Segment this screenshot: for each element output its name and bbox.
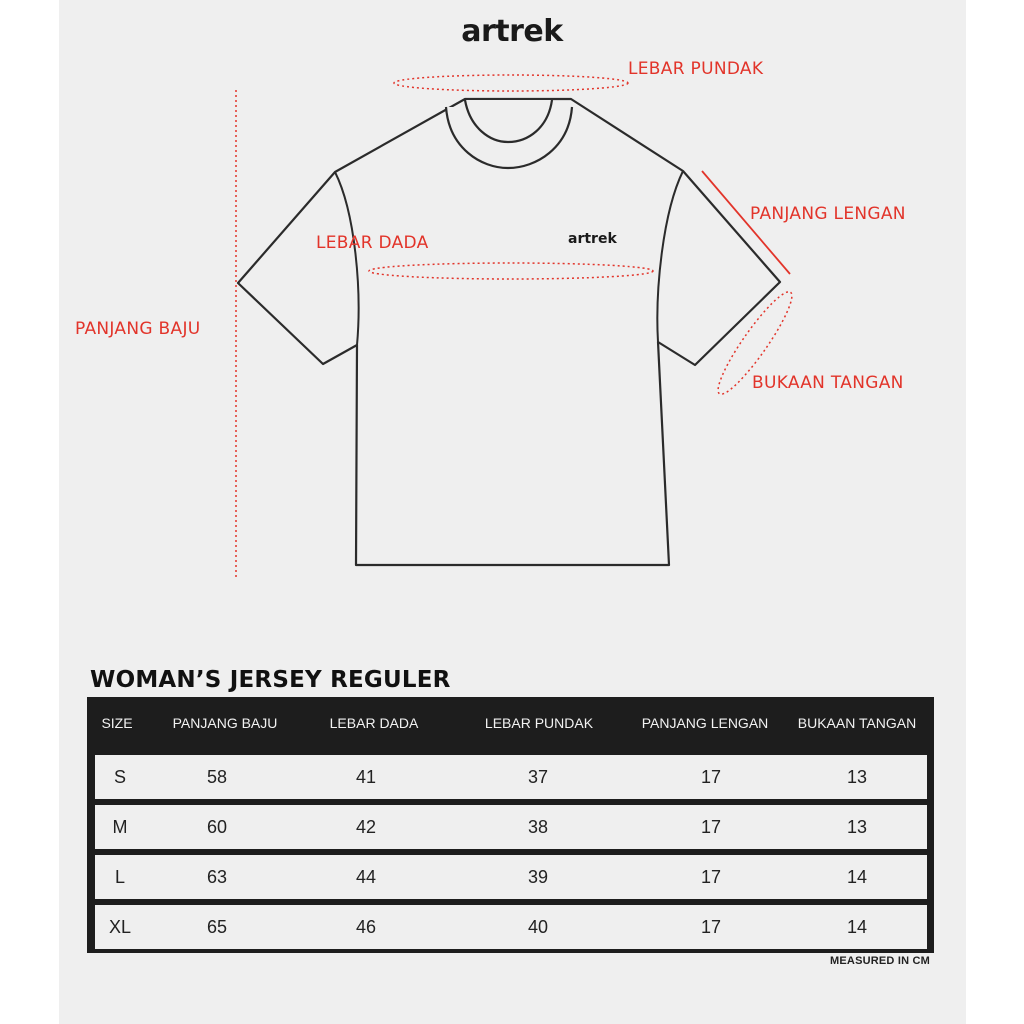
cell-size: XL: [108, 917, 132, 937]
header-lebar-pundak: LEBAR PUNDAK: [484, 715, 594, 731]
cell-panjang-lengan: 17: [700, 817, 722, 837]
table-row: [95, 805, 927, 849]
chest-logo: artrek: [568, 231, 617, 247]
header-bukaan-tangan: BUKAAN TANGAN: [797, 715, 917, 731]
cell-bukaan-tangan: 14: [846, 867, 868, 887]
label-lebar-dada: LEBAR DADA: [316, 233, 429, 253]
cell-panjang-lengan: 17: [700, 917, 722, 937]
cell-lebar-dada: 41: [355, 767, 377, 787]
header-panjang-baju: PANJANG BAJU: [172, 715, 278, 731]
label-bukaan-tangan: BUKAAN TANGAN: [752, 373, 904, 393]
cell-lebar-dada: 42: [355, 817, 377, 837]
cell-lebar-pundak: 37: [527, 767, 549, 787]
header-size: SIZE: [101, 715, 133, 731]
cell-lebar-pundak: 39: [527, 867, 549, 887]
header-panjang-lengan: PANJANG LENGAN: [641, 715, 769, 731]
cell-lebar-pundak: 38: [527, 817, 549, 837]
table-row: [95, 905, 927, 949]
cell-bukaan-tangan: 13: [846, 817, 868, 837]
table-row: [95, 755, 927, 799]
cell-size: L: [114, 867, 126, 887]
cell-lebar-dada: 46: [355, 917, 377, 937]
cell-bukaan-tangan: 13: [846, 767, 868, 787]
brand-logo: artrek: [461, 14, 563, 49]
cell-bukaan-tangan: 14: [846, 917, 868, 937]
shoulder-guide: [394, 75, 628, 91]
size-table-title: WOMAN’S JERSEY REGULER: [90, 667, 451, 693]
cell-panjang-baju: 63: [206, 867, 228, 887]
label-lebar-pundak: LEBAR PUNDAK: [628, 59, 764, 79]
table-row: [95, 855, 927, 899]
cell-panjang-lengan: 17: [700, 867, 722, 887]
measurement-note: MEASURED IN CM: [830, 955, 930, 967]
size-table: [87, 697, 934, 953]
cell-panjang-baju: 60: [206, 817, 228, 837]
cell-panjang-baju: 58: [206, 767, 228, 787]
cell-size: S: [113, 767, 127, 787]
cell-lebar-pundak: 40: [527, 917, 549, 937]
header-lebar-dada: LEBAR DADA: [329, 715, 419, 731]
cell-size: M: [112, 817, 128, 837]
cell-panjang-lengan: 17: [700, 767, 722, 787]
cell-panjang-baju: 65: [206, 917, 228, 937]
label-panjang-baju: PANJANG BAJU: [75, 319, 201, 339]
cell-lebar-dada: 44: [355, 867, 377, 887]
label-panjang-lengan: PANJANG LENGAN: [750, 204, 906, 224]
